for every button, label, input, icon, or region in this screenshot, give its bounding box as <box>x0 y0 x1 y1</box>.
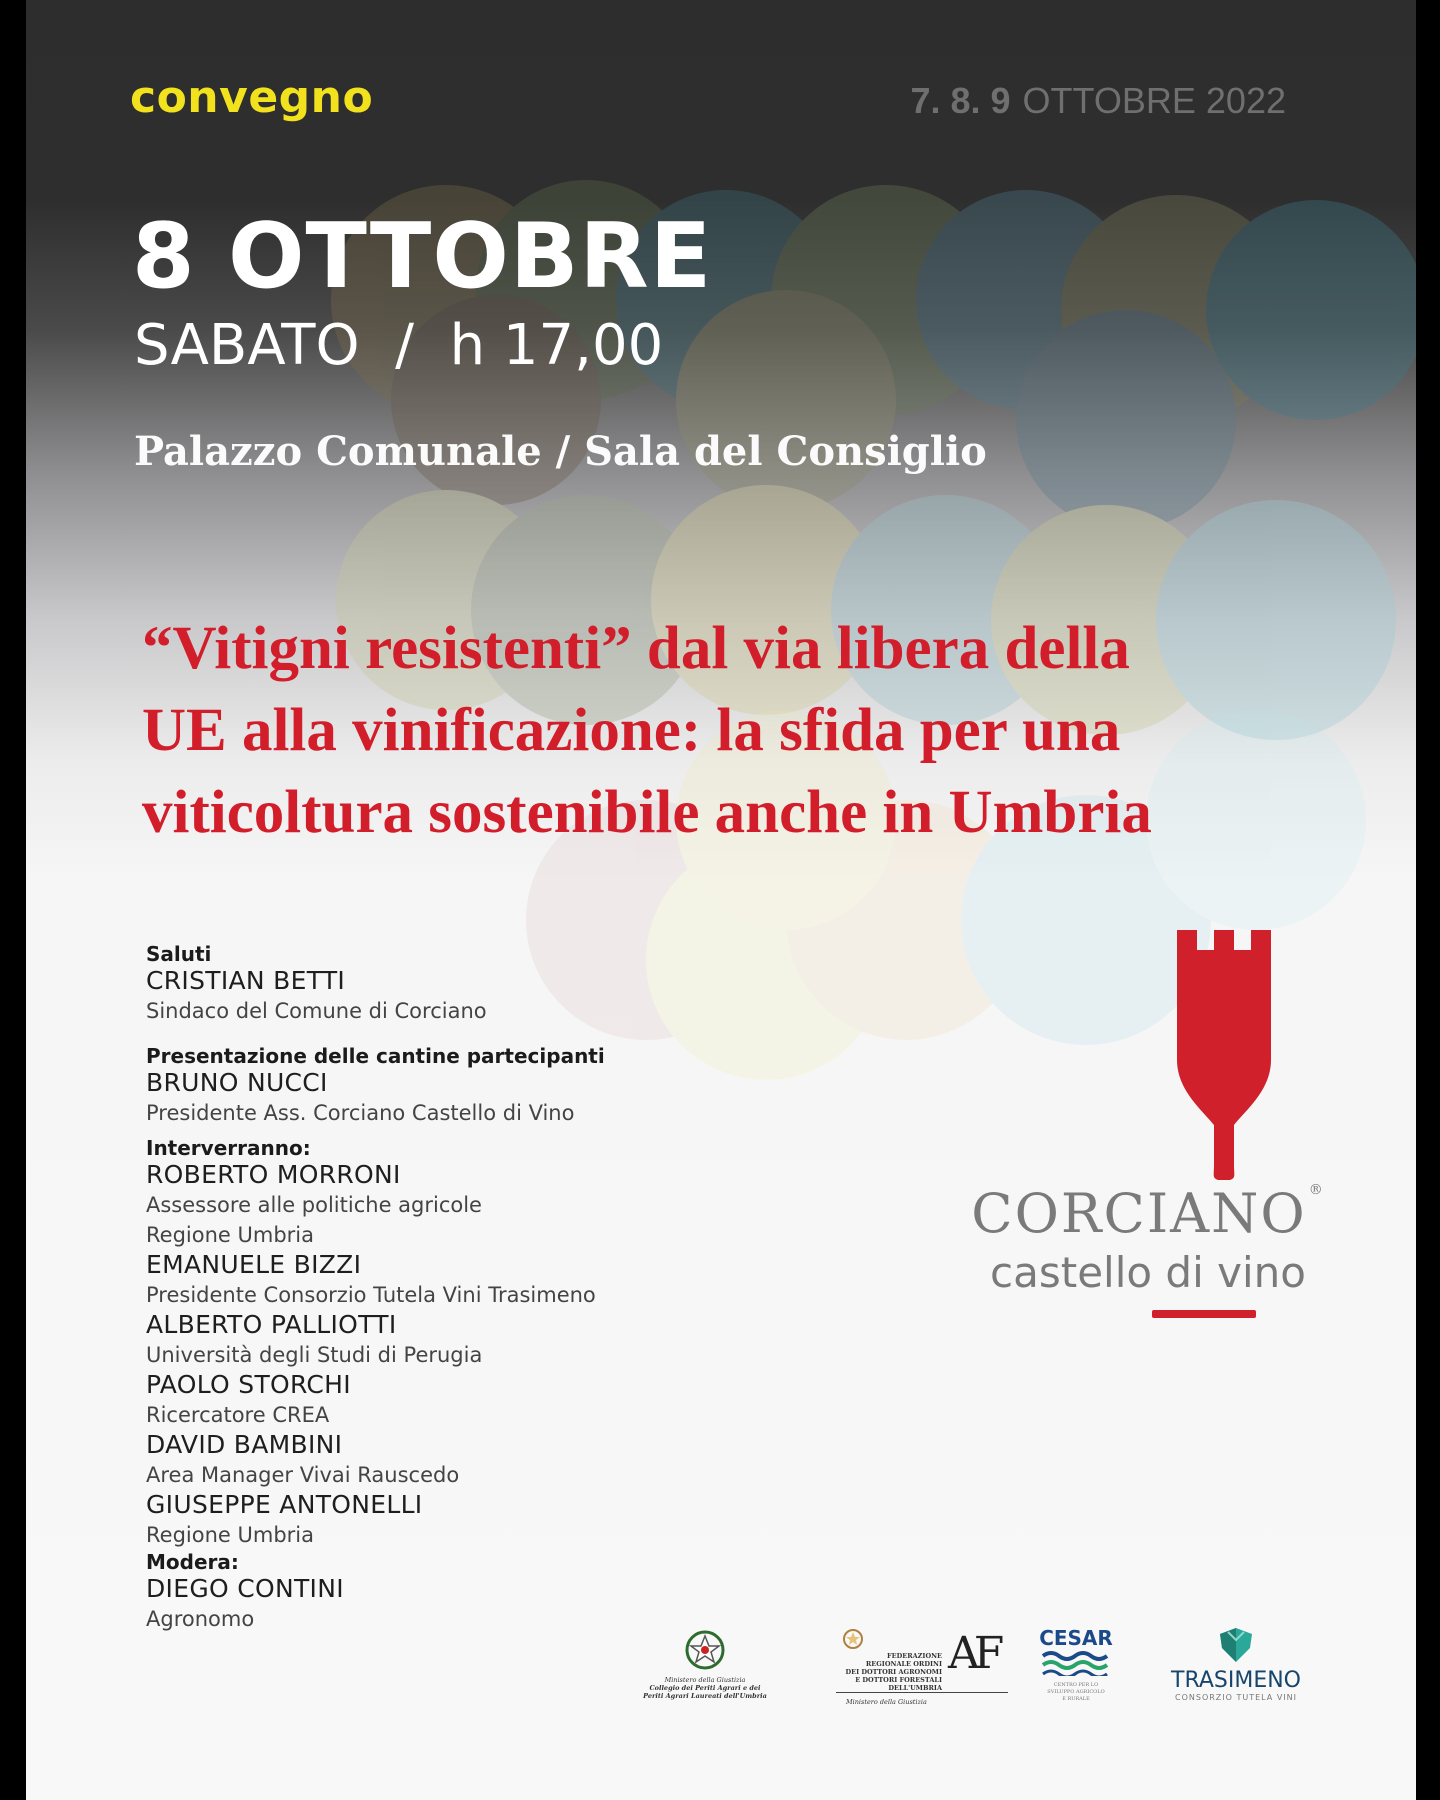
sponsor-text: DEI DOTTORI AGRONOMI <box>845 1668 942 1676</box>
event-date: 8 OTTOBRE <box>132 204 713 309</box>
festival-date-numbers: 7. 8. 9 <box>910 80 1011 121</box>
event-venue: Palazzo Comunale / Sala del Consiglio <box>134 428 987 475</box>
speaker-item <box>146 1490 786 1550</box>
festival-date-month: OTTOBRE 2022 <box>1022 80 1286 121</box>
speaker-role: Agronomo <box>146 1607 255 1631</box>
registered-mark: ® <box>1308 1182 1325 1198</box>
sponsor-text: REGIONALE ORDINI <box>865 1660 942 1668</box>
sponsor-name: CESAR <box>1039 1626 1113 1650</box>
festival-dates <box>910 80 1286 122</box>
speaker-name: EMANUELE BIZZI <box>146 1250 362 1279</box>
speaker-role: Assessore alle politiche agricole <box>146 1193 482 1217</box>
sponsor-text: CONSORZIO TUTELA VINI <box>1175 1693 1297 1702</box>
speaker-name: BRUNO NUCCI <box>146 1068 328 1097</box>
speaker-item <box>146 1370 786 1430</box>
divider <box>836 1692 1008 1693</box>
corciano-logo-main: CORCIANO <box>971 1182 1307 1245</box>
trasimeno-gem-icon <box>1216 1626 1256 1664</box>
program-presentazione <box>146 1044 786 1128</box>
sponsor-text: FEDERAZIONE <box>887 1652 942 1660</box>
section-label: Presentazione delle cantine partecipanti <box>146 1044 605 1068</box>
sponsor-name: TRASIMENO <box>1171 1668 1301 1693</box>
speaker-name: PAOLO STORCHI <box>146 1370 351 1399</box>
sponsor-cesar <box>1038 1626 1114 1703</box>
program-list <box>146 942 786 1634</box>
sponsor-text: Collegio dei Periti Agrari e dei <box>649 1684 761 1692</box>
program-saluti <box>146 942 786 1026</box>
sponsor-text: Ministero della Giustizia <box>664 1676 746 1684</box>
speaker-role: Ricercatore CREA <box>146 1403 330 1427</box>
speaker-role: Regione Umbria <box>146 1223 314 1247</box>
speaker-name: ALBERTO PALLIOTTI <box>146 1310 397 1339</box>
speaker-item <box>146 1310 786 1370</box>
sponsor-text: CENTRO PER LO SVILUPPO AGRICOLO E RURALE <box>1047 1682 1105 1702</box>
section-label: Interverranno: <box>146 1136 311 1160</box>
program-interverranno <box>146 1136 786 1550</box>
section-label: Modera: <box>146 1550 239 1574</box>
event-title-line-2: UE alla vinificazione: la sfida per una <box>142 697 1121 764</box>
sponsor-text: E DOTTORI FORESTALI <box>855 1676 942 1684</box>
corciano-logo-subtitle: castello di vino <box>990 1248 1306 1297</box>
speaker-item <box>146 1430 786 1490</box>
sponsor-trasimeno <box>1156 1626 1316 1702</box>
italian-emblem-icon <box>683 1628 727 1672</box>
speaker-role: Presidente Consorzio Tutela Vini Trasimeno <box>146 1283 596 1307</box>
sponsor-text: Periti Agrari Laureati dell'Umbria <box>643 1692 767 1700</box>
italian-emblem-icon <box>842 1628 864 1650</box>
speaker-name: DAVID BAMBINI <box>146 1430 343 1459</box>
event-title-line-1: “Vitigni resistenti” dal via libera della <box>142 615 1130 682</box>
event-poster <box>26 0 1416 1800</box>
event-day-time: SABATO / h 17,00 <box>134 313 664 378</box>
logo-underline <box>1152 1310 1256 1318</box>
cesar-waves-icon <box>1041 1650 1111 1676</box>
event-title-line-3: viticoltura sostenibile anche in Umbria <box>142 779 1152 846</box>
speaker-role: Area Manager Vivai Rauscedo <box>146 1463 460 1487</box>
event-type-label: convegno <box>130 72 374 123</box>
event-title <box>142 608 1342 854</box>
corciano-logo-text <box>948 1182 1348 1245</box>
sponsor-collegio-periti <box>620 1628 790 1700</box>
program-modera <box>146 1550 786 1634</box>
speaker-name: DIEGO CONTINI <box>146 1574 344 1603</box>
speaker-role: Università degli Studi di Perugia <box>146 1343 483 1367</box>
speaker-role: Presidente Ass. Corciano Castello di Vino <box>146 1101 575 1125</box>
speaker-item <box>146 1250 786 1310</box>
speaker-name: CRISTIAN BETTI <box>146 966 346 995</box>
speaker-role: Sindaco del Comune di Corciano <box>146 999 487 1023</box>
speaker-name: GIUSEPPE ANTONELLI <box>146 1490 423 1519</box>
speaker-item <box>146 1160 786 1250</box>
sponsor-federazione-agronomi <box>832 1624 1012 1714</box>
speaker-name: ROBERTO MORRONI <box>146 1160 401 1189</box>
speaker-role: Regione Umbria <box>146 1523 314 1547</box>
sponsor-text: DELL'UMBRIA <box>888 1684 942 1692</box>
af-monogram: AF <box>948 1628 999 1679</box>
section-label: Saluti <box>146 942 212 966</box>
sponsor-text: Ministero della Giustizia <box>846 1698 927 1706</box>
